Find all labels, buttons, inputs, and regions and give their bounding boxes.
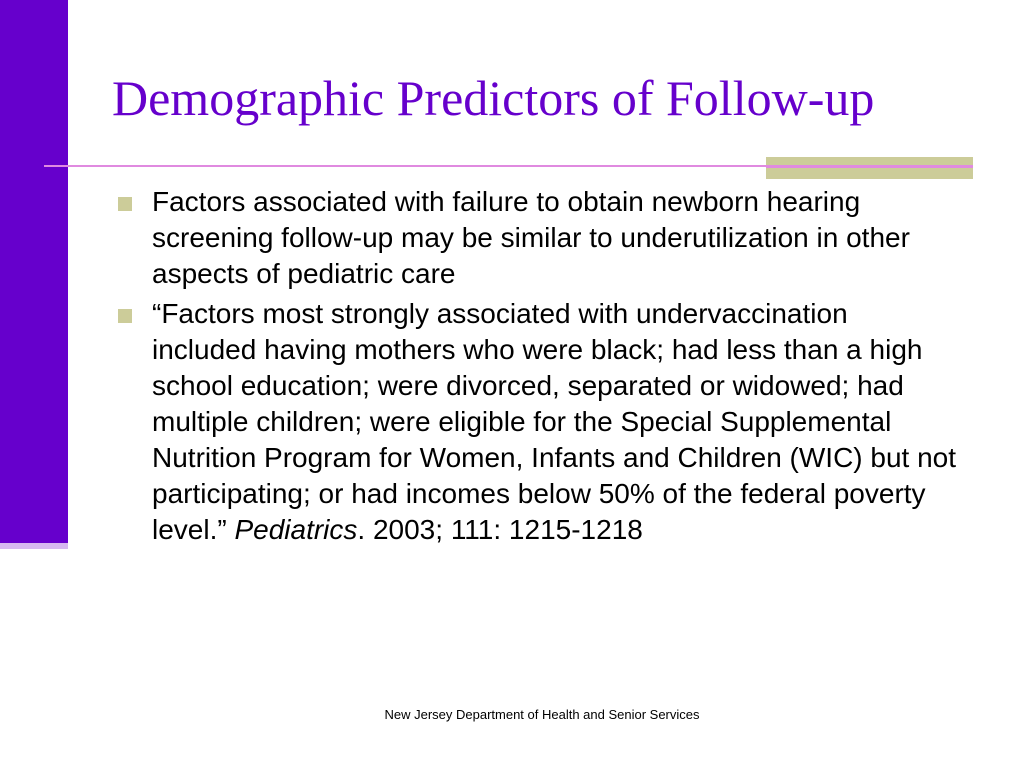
left-accent-bar — [0, 0, 68, 546]
title-accent-line — [766, 165, 973, 168]
bullet-text: “Factors most strongly associated with undervaccination included having mothers who were black; had less than a high school education; were divorced, separated or widowed; had multiple children; were eligible for the Special Supplemental Nutrition Program for Women, Infants and Children (WIC) but not participating; or had incomes below 50% of the federal poverty level.” — [152, 298, 957, 545]
bullet-list — [108, 184, 958, 552]
citation-journal: Pediatrics — [234, 514, 358, 545]
title-accent-block — [766, 157, 973, 179]
slide-title: Demographic Predictors of Follow-up — [112, 70, 875, 126]
footer-text: New Jersey Department of Health and Senior Services — [384, 707, 700, 722]
citation-details: . 2003; 111: 1215-1218 — [357, 514, 643, 545]
square-bullet-icon — [118, 197, 132, 211]
square-bullet-icon — [118, 309, 132, 323]
left-accent-bar-edge — [0, 543, 68, 549]
bullet-item — [108, 184, 958, 292]
bullet-text: Factors associated with failure to obtain newborn hearing screening follow-up may be similar to underutilization in other aspects of pediatric care — [152, 186, 910, 289]
bullet-item — [108, 296, 958, 548]
